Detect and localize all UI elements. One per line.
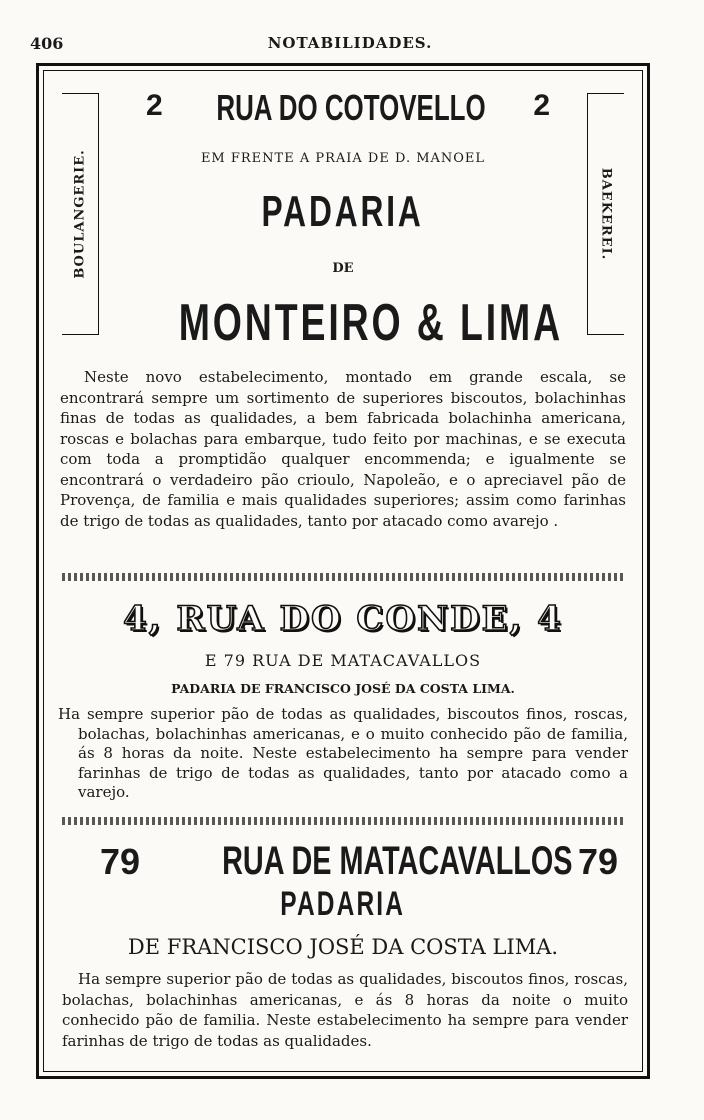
ad3-owner: DE FRANCISCO JOSÉ DA COSTA LIMA. bbox=[127, 935, 559, 959]
ad2-body-text: Ha sempre superior pão de todas as qualidades, biscoutos finos, roscas, bolachas, bolachinhas americanas, e o muito conhecido pão de familia, ás 8 horas da noite. Neste estabelecimento ha sempre para vender farinhas de trigo de todas as qualidades, tanto por atacado como a varejo. bbox=[58, 705, 628, 801]
wavy-divider-2 bbox=[62, 817, 624, 825]
running-header bbox=[30, 34, 670, 56]
ad2-owner: PADARIA DE FRANCISCO JOSÉ DA COSTA LIMA. bbox=[171, 681, 515, 696]
ad3-street-number-left: 79 bbox=[100, 841, 141, 882]
ad2-title: 4, RUA DO CONDE, 4 bbox=[123, 599, 563, 639]
ad1-de: DE bbox=[332, 261, 354, 276]
ad3-street-line bbox=[44, 839, 642, 889]
running-title: NOTABILIDADES. bbox=[267, 34, 433, 52]
ad1-owners: MONTEIRO & LIMA bbox=[178, 294, 564, 352]
ad3-street-name: RUA DE MATACAVALLOS bbox=[222, 839, 573, 883]
advertisement-frame bbox=[36, 63, 650, 1079]
ad1-street-number-right: 2 bbox=[533, 89, 550, 122]
wavy-divider-1 bbox=[62, 573, 624, 581]
page-number: 406 bbox=[30, 34, 64, 53]
ad1-business-name: PADARIA bbox=[261, 187, 425, 236]
frame-inner-border bbox=[43, 70, 643, 1072]
ad2-subtitle: E 79 RUA DE MATACAVALLOS bbox=[204, 651, 482, 670]
ad-rua-de-matacavallos bbox=[44, 833, 642, 1073]
ad1-street-name: RUA DO COTOVELLO bbox=[216, 87, 486, 128]
ad-padaria-monteiro-lima bbox=[44, 71, 642, 561]
ad1-location: EM FRENTE A PRAIA DE D. MANOEL bbox=[200, 151, 486, 166]
ad3-street-number-right: 79 bbox=[577, 841, 618, 882]
ad1-street-line bbox=[44, 87, 642, 135]
ad3-body-text: Ha sempre superior pão de todas as qualidades, biscoutos finos, roscas, bolachas, bolachinhas americanas, e ás 8 horas da noite o muito conhecido pão de familia. Neste estabelecimento ha sempre para vender farinhas de trigo de todas as qualidades. bbox=[62, 970, 628, 1050]
ad1-body-text: Neste novo estabelecimento, montado em grande escala, se encontrará sempre um sortimento de superiores biscoutos, bolachinhas finas de todas as qualidades, a bem fabricada bolachinha americana, roscas e bolachas para embarque, tudo feito por machinas, e se executa com toda a promptidão qualquer encommenda; e igualmente se encontrará o verdadeiro pão crioulo, Napoleão, e o apreciavel pão de Provença, de familia e mais qualidades superiores; assim como farinhas de trigo de todas as qualidades, tanto por atacado como avarejo . bbox=[60, 368, 626, 530]
side-label-right-text: BAEKEREI. bbox=[598, 167, 614, 261]
ad-rua-do-conde bbox=[44, 591, 642, 821]
ad1-street-number-left: 2 bbox=[146, 89, 163, 122]
ad3-business-name: PADARIA bbox=[280, 885, 406, 923]
side-label-left-text: BOULANGERIE. bbox=[72, 149, 88, 279]
